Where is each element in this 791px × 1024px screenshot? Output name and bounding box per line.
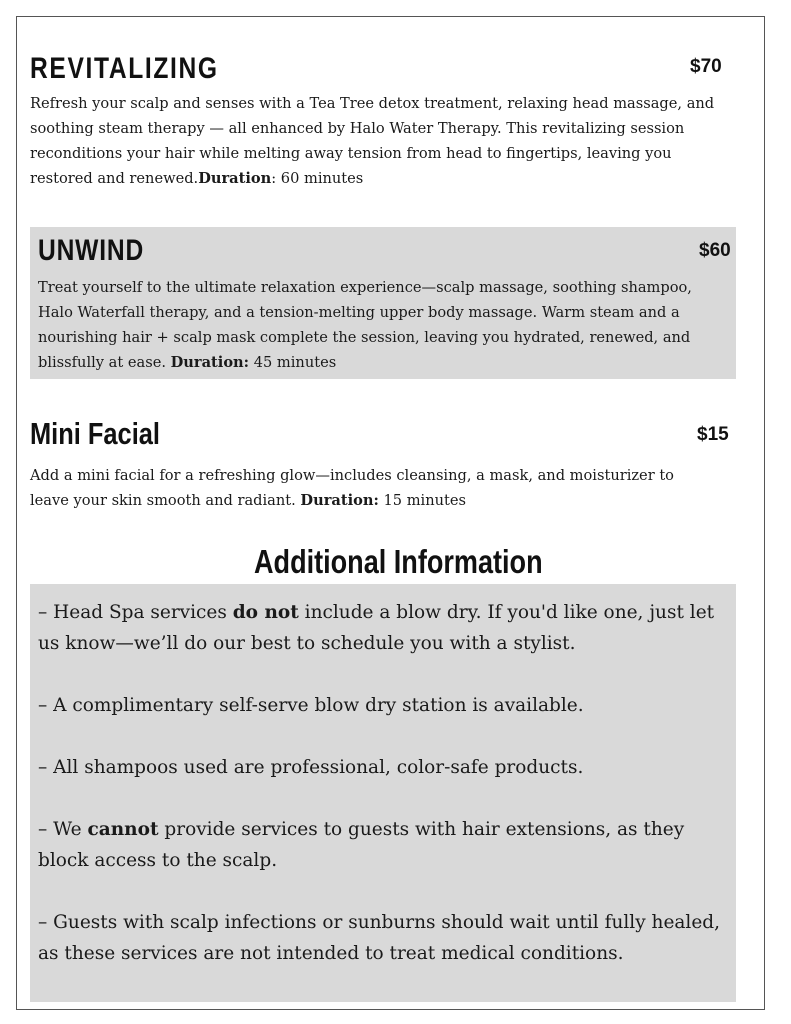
description-text: Treat yourself to the ultimate relaxation experience—scalp massage, soothing shampoo, Halo Waterfall therapy, and a tension-melting upper body massage. Warm steam and a nourishing hair + scalp mask complete the session, leaving you hydrated, renewed, and blissfully at ease.	[38, 279, 692, 371]
service-title: Mini Facial	[30, 416, 160, 451]
info-text: – All shampoos used are professional, color-safe products.	[38, 757, 584, 778]
info-emphasis: do not	[232, 602, 299, 623]
info-text: – A complimentary self-serve blow dry station is available.	[38, 695, 584, 716]
duration-value: 45 minutes	[249, 354, 337, 371]
duration-value: : 60 minutes	[271, 170, 364, 187]
info-text: – Guests with scalp infections or sunburns should wait until fully healed, as these services are not intended to treat medical conditions.	[38, 912, 721, 964]
info-item	[38, 690, 728, 721]
duration-value: 15 minutes	[378, 492, 467, 509]
additional-info-list	[38, 597, 728, 969]
description-text: Add a mini facial for a refreshing glow—includes cleansing, a mask, and moisturizer to leave your skin smooth and radiant.	[30, 467, 674, 509]
service-price: $60	[699, 240, 731, 261]
info-item	[38, 814, 728, 876]
service-price: $15	[697, 424, 729, 445]
service-title: UNWIND	[38, 234, 145, 267]
duration-label: Duration	[198, 170, 272, 187]
additional-info-title: Additional Information	[254, 543, 543, 580]
service-description	[30, 91, 730, 191]
duration-label: Duration:	[170, 354, 250, 371]
service-description	[38, 275, 728, 375]
info-text: include a blow dry. If you'd like one, just let us know—we’ll do our best to schedule you with a stylist.	[38, 602, 715, 654]
info-text: – Head Spa services	[38, 602, 233, 623]
info-item	[38, 597, 728, 659]
info-item	[38, 752, 728, 783]
description-text: Refresh your scalp and senses with a Tea Tree detox treatment, relaxing head massage, and soothing steam therapy — all enhanced by Halo Water Therapy. This revitalizing session reconditions your hair while melting away tension from head to fingertips, leaving you restored and renewed.	[30, 95, 715, 187]
service-title: REVITALIZING	[30, 52, 219, 85]
info-item	[38, 907, 728, 969]
info-emphasis: cannot	[87, 819, 159, 840]
info-text: – We	[38, 819, 88, 840]
service-price: $70	[690, 56, 722, 77]
info-text: provide services to guests with hair extensions, as they block access to the scalp.	[38, 819, 685, 871]
service-description	[30, 463, 680, 513]
duration-label: Duration:	[300, 492, 379, 509]
